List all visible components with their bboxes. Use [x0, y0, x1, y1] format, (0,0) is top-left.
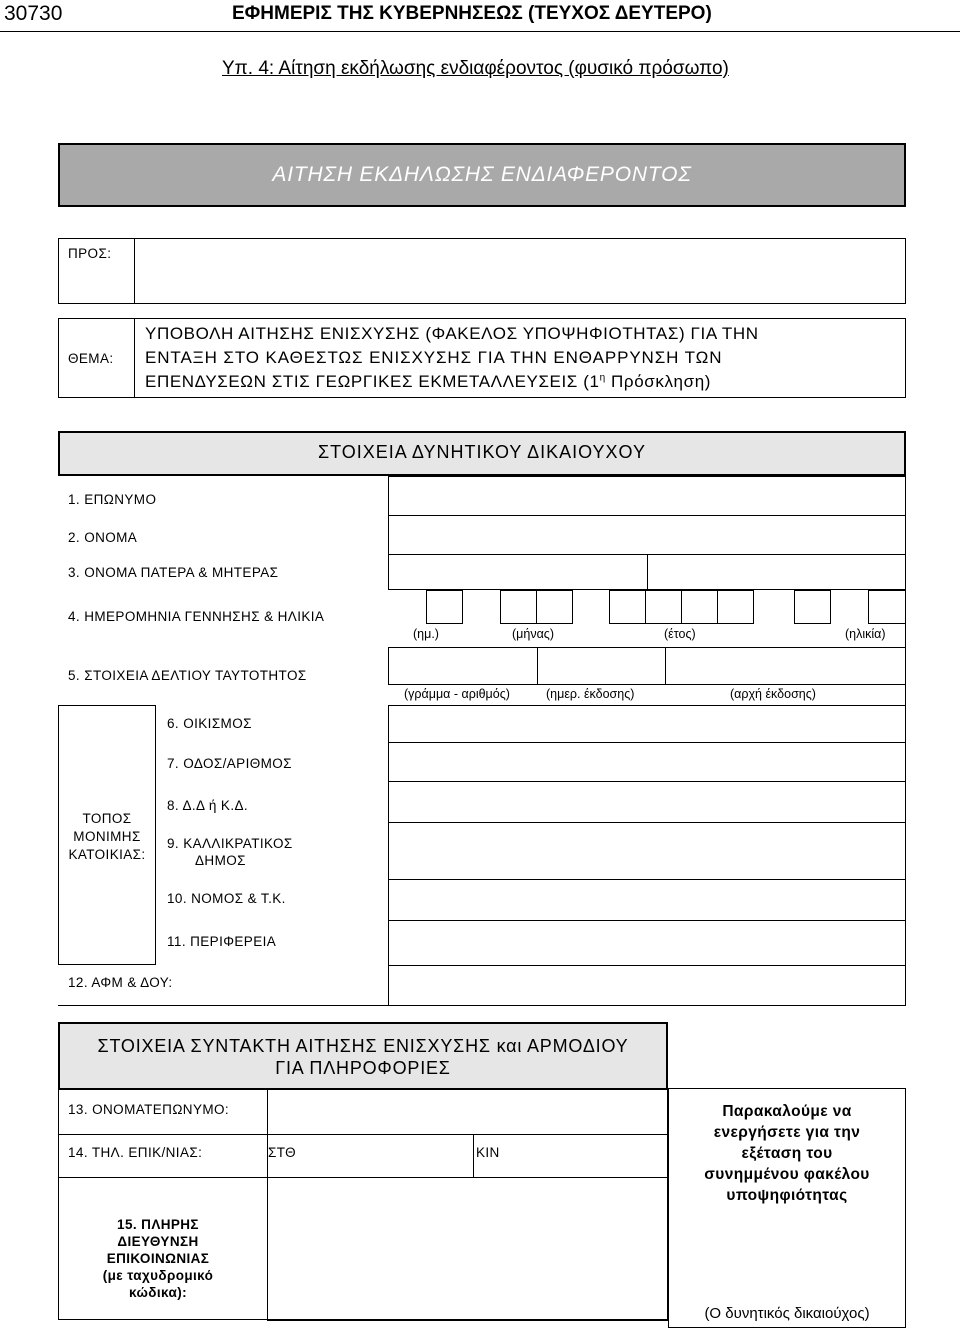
address-label: 15. ΠΛΗΡΗΣ ΔΙΕΥΘΥΝΣΗ ΕΠΙΚΟΙΝΩΝΙΑΣ (με ταχυδρομικό κώδικα): — [102, 1217, 214, 1300]
age-digit-1[interactable] — [794, 590, 831, 624]
birth-month-digit-1[interactable] — [500, 590, 537, 624]
birth-year-digit-1[interactable] — [609, 590, 646, 624]
thema-label: ΘΕΜΑ: — [68, 351, 114, 366]
thema-line-3: ΕΠΕΝΔΥΣΕΩΝ ΣΤΙΣ ΓΕΩΡΓΙΚΕΣ ΕΚΜΕΤΑΛΛΕΥΣΕΙΣ ($1^\eta$ Πρόσκληση) — [145, 372, 712, 391]
full-name-label: 13. ΟΝΟΜΑΤΕΠΩΝΥΜΟ: — [68, 1102, 230, 1117]
id-card-label: 5. ΣΤΟΙΧΕΙΑ ΔΕΛΤΙΟΥ ΤΑΥΤΟΤΗΤΟΣ — [68, 668, 307, 683]
caption-id-number: (γράμμα - αριθμός) — [404, 687, 510, 701]
id-authority-field[interactable] — [665, 647, 906, 685]
prefecture-postcode-field[interactable] — [388, 879, 906, 921]
municipality-label: 9. ΚΑΛΛΙΚΡΑΤΙΚΟΣ ΔΗΜΟΣ — [167, 836, 293, 868]
gazette-title: ΕΦΗΜΕΡΙΣ ΤΗΣ ΚΥΒΕΡΝΗΣΕΩΣ (ΤΕΥΧΟΣ ΔΕΥΤΕΡΟ) — [232, 3, 712, 24]
page-number: 30730 — [4, 2, 63, 25]
caption-issue-date: (ημερ. έκδοσης) — [546, 687, 635, 701]
mobile-field[interactable] — [506, 1136, 666, 1176]
tax-id-label: 12. ΑΦΜ & ΔΟΥ: — [68, 975, 173, 990]
name-field[interactable] — [388, 515, 906, 555]
header-rule — [0, 31, 960, 32]
tax-id-field[interactable] — [388, 965, 906, 1006]
form-title: ΑΙΤΗΣΗ ΕΚΔΗΛΩΣΗΣ ΕΝΔΙΑΦΕΡΟΝΤΟΣ — [272, 163, 692, 186]
pros-field[interactable] — [136, 240, 904, 302]
street-label: 7. ΟΔΟΣ/ΑΡΙΘΜΟΣ — [167, 756, 292, 771]
birth-year-digit-2[interactable] — [645, 590, 682, 624]
region-field[interactable] — [388, 920, 906, 966]
mobile-label: ΚΙΝ — [476, 1145, 500, 1160]
full-name-field[interactable] — [269, 1090, 667, 1133]
father-name-field[interactable] — [388, 554, 648, 590]
parents-name-label: 3. ΟΝΟΜΑ ΠΑΤΕΡΑ & ΜΗΤΕΡΑΣ — [68, 565, 279, 580]
caption-month: (μήνας) — [512, 627, 554, 641]
phone-label: 14. ΤΗΛ. ΕΠΙΚ/ΝΙΑΣ: — [68, 1145, 203, 1160]
community-field[interactable] — [388, 781, 906, 823]
prefecture-label: 10. ΝΟΜΟΣ & Τ.Κ. — [167, 891, 286, 906]
settlement-field[interactable] — [388, 705, 906, 743]
caption-day: (ημ.) — [413, 627, 439, 641]
signature-area[interactable] — [672, 1210, 902, 1300]
birthdate-label: 4. ΗΜΕΡΟΜΗΝΙΑ ΓΕΝΝΗΣΗΣ & ΗΛΙΚΙΑ — [68, 609, 325, 624]
mother-name-field[interactable] — [647, 554, 906, 590]
age-digit-2[interactable] — [868, 590, 906, 624]
landline-field[interactable] — [300, 1136, 470, 1176]
community-label: 8. Δ.Δ ή Κ.Δ. — [167, 798, 249, 813]
author-section-title: ΣΤΟΙΧΕΙΑ ΣΥΝΤΑΚΤΗ ΑΙΤΗΣΗΣ ΕΝΙΣΧΥΣΗΣ και ΑΡΜΟΔΙΟΥ ΓΙΑ ΠΛΗΡΟΦΟΡΙΕΣ — [97, 1036, 629, 1078]
signature-caption: (Ο δυνητικός δικαιούχος) — [704, 1305, 870, 1322]
thema-line-2: ΕΝΤΑΞΗ ΣΤΟ ΚΑΘΕΣΤΩΣ ΕΝΙΣΧΥΣΗΣ ΓΙΑ ΤΗΝ ΕΝΘΑΡΡΥΝΣΗ ΤΩΝ — [145, 348, 723, 367]
residence-label: ΤΟΠΟΣ ΜΟΝΙΜΗΣ ΚΑΤΟΙΚΙΑΣ: — [68, 811, 146, 862]
birth-day-digit-1[interactable] — [426, 590, 463, 624]
municipality-field[interactable] — [388, 822, 906, 880]
surname-field[interactable] — [388, 476, 906, 516]
street-field[interactable] — [388, 742, 906, 782]
birth-month-digit-2[interactable] — [536, 590, 573, 624]
address-field[interactable] — [267, 1177, 669, 1321]
caption-year: (έτος) — [664, 627, 696, 641]
id-number-field[interactable] — [388, 647, 538, 685]
caption-age: (ηλικία) — [845, 627, 886, 641]
beneficiary-section-title: ΣΤΟΙΧΕΙΑ ΔΥΝΗΤΙΚΟΥ ΔΙΚΑΙΟΥΧΟΥ — [318, 442, 646, 462]
caption-issue-authority: (αρχή έκδοσης) — [730, 687, 816, 701]
region-label: 11. ΠΕΡΙΦΕΡΕΙΑ — [167, 934, 277, 949]
ordinal-superscript: η — [599, 372, 606, 384]
settlement-label: 6. ΟΙΚΙΣΜΟΣ — [167, 716, 252, 731]
landline-label: ΣΤΘ — [268, 1145, 297, 1160]
request-text: Παρακαλούμε να ενεργήσετε για την εξέταση του συνημμένου φακέλου υποψηφιότητας — [704, 1103, 870, 1204]
surname-label: 1. ΕΠΩΝΥΜΟ — [68, 492, 157, 507]
form-subtitle: Υπ. 4: Αίτηση εκδήλωσης ενδιαφέροντος (φυσικό πρόσωπο) — [222, 58, 729, 79]
birth-year-digit-3[interactable] — [681, 590, 718, 624]
birth-year-digit-4[interactable] — [717, 590, 754, 624]
pros-label: ΠΡΟΣ: — [68, 246, 112, 261]
name-label: 2. ΟΝΟΜΑ — [68, 530, 138, 545]
thema-line-1: ΥΠΟΒΟΛΗ ΑΙΤΗΣΗΣ ΕΝΙΣΧΥΣΗΣ (ΦΑΚΕΛΟΣ ΥΠΟΨΗΦΙΟΤΗΤΑΣ) ΓΙΑ ΤΗΝ — [145, 324, 759, 343]
id-issue-date-field[interactable] — [537, 647, 666, 685]
